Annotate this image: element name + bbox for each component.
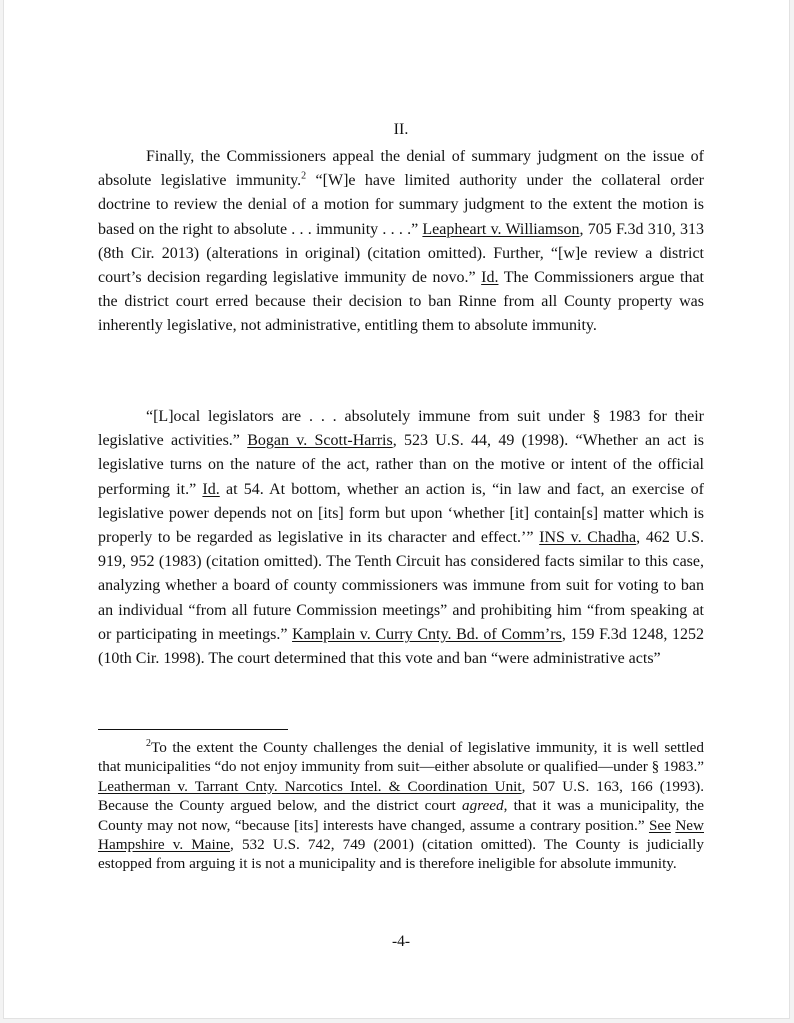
case-citation: New Hampshire v. Maine <box>98 816 704 854</box>
footnote-separator <box>98 729 288 730</box>
footnote-2 <box>98 738 704 874</box>
text: , 159 F.3d 1248, 1252 (10th Cir. 1998). The court determined that this vote and ban “were administrative acts” <box>98 625 704 668</box>
text: , 705 F.3d 310, 313 (8th Cir. 2013) (alterations in original) (citation omitted). Further, “[w]e review a district court’s decision regarding legislative immunity de novo.” <box>98 220 705 287</box>
text: , 462 U.S. 919, 952 (1983) (citation omitted). The Tenth Circuit has considered facts similar to this case, analyzing whether a board of county commissioners was immune from suit for voting to ban an individual “from all future Commission meetings” and prohibiting him “from speaking at or participating in meetings.” <box>98 529 704 643</box>
case-citation: Id. <box>202 480 220 498</box>
case-citation: Id. <box>481 269 499 287</box>
paragraph-1 <box>98 145 704 339</box>
text: “[L]ocal legislators are . . . absolutely immune from suit under § 1983 for their legislative activities.” <box>98 408 704 450</box>
emphasis: agreed <box>462 797 504 815</box>
page-number: -4- <box>391 933 411 950</box>
text: “[W]e have limited authority under the collateral order doctrine to review the denial of a motion for summary judgment to the extent the motion is based on the right to absolute . . . immunity . . . .” <box>98 172 704 238</box>
case-citation: INS v. Chadha <box>539 529 637 547</box>
text: , 507 U.S. 163, 166 (1993). Because the County argued below, and the district court <box>98 777 705 815</box>
case-citation: Leapheart v. Williamson <box>422 220 580 238</box>
text: at 54. At bottom, whether an action is, “in law and fact, an exercise of legislative power depends not on [its] form but upon ‘whether [it] contain[s] matter which is properly to be regarded as legislative in its character and effect.’” <box>98 480 705 547</box>
text: , that it was a municipality, the County may not now, “because [its] interests have changed, assume a contrary position.” <box>98 797 704 834</box>
footnote-number: 2 <box>146 737 151 749</box>
text: , 523 U.S. 44, 49 (1998). “Whether an act is legislative turns on the nature of the act, rather than on the motive or intent of the official performing it.” <box>98 432 705 498</box>
section-heading: II. <box>393 121 409 138</box>
case-citation: Bogan v. Scott-Harris <box>247 432 393 450</box>
paragraph-2 <box>98 405 704 671</box>
text: The Commissioners argue that the district court erred because their decision to ban Rinne from all County property was inherently legislative, not administrative, entitling them to absolute immunity. <box>98 269 705 335</box>
footnote-reference[interactable]: 2 <box>301 170 307 182</box>
case-citation: Kamplain v. Curry Cnty. Bd. of Comm’rs <box>292 625 562 643</box>
text: , 532 U.S. 742, 749 (2001) (citation omitted). The County is judicially estopped from arguing it is not a municipality and is therefore ineligible for absolute immunity. <box>98 836 704 873</box>
text: To the extent the County challenges the denial of legislative immunity, it is well settled that municipalities “do not enjoy immunity from suit—either absolute or qualified—under § 1983.” <box>98 739 704 776</box>
document-page <box>3 0 790 1019</box>
text: Finally, the Commissioners appeal the denial of summary judgment on the issue of absolute legislative immunity. <box>98 148 704 190</box>
case-citation: Leatherman v. Tarrant Cnty. Narcotics Intel. & Coordination Unit <box>98 777 522 795</box>
citation-signal: See <box>648 816 671 834</box>
